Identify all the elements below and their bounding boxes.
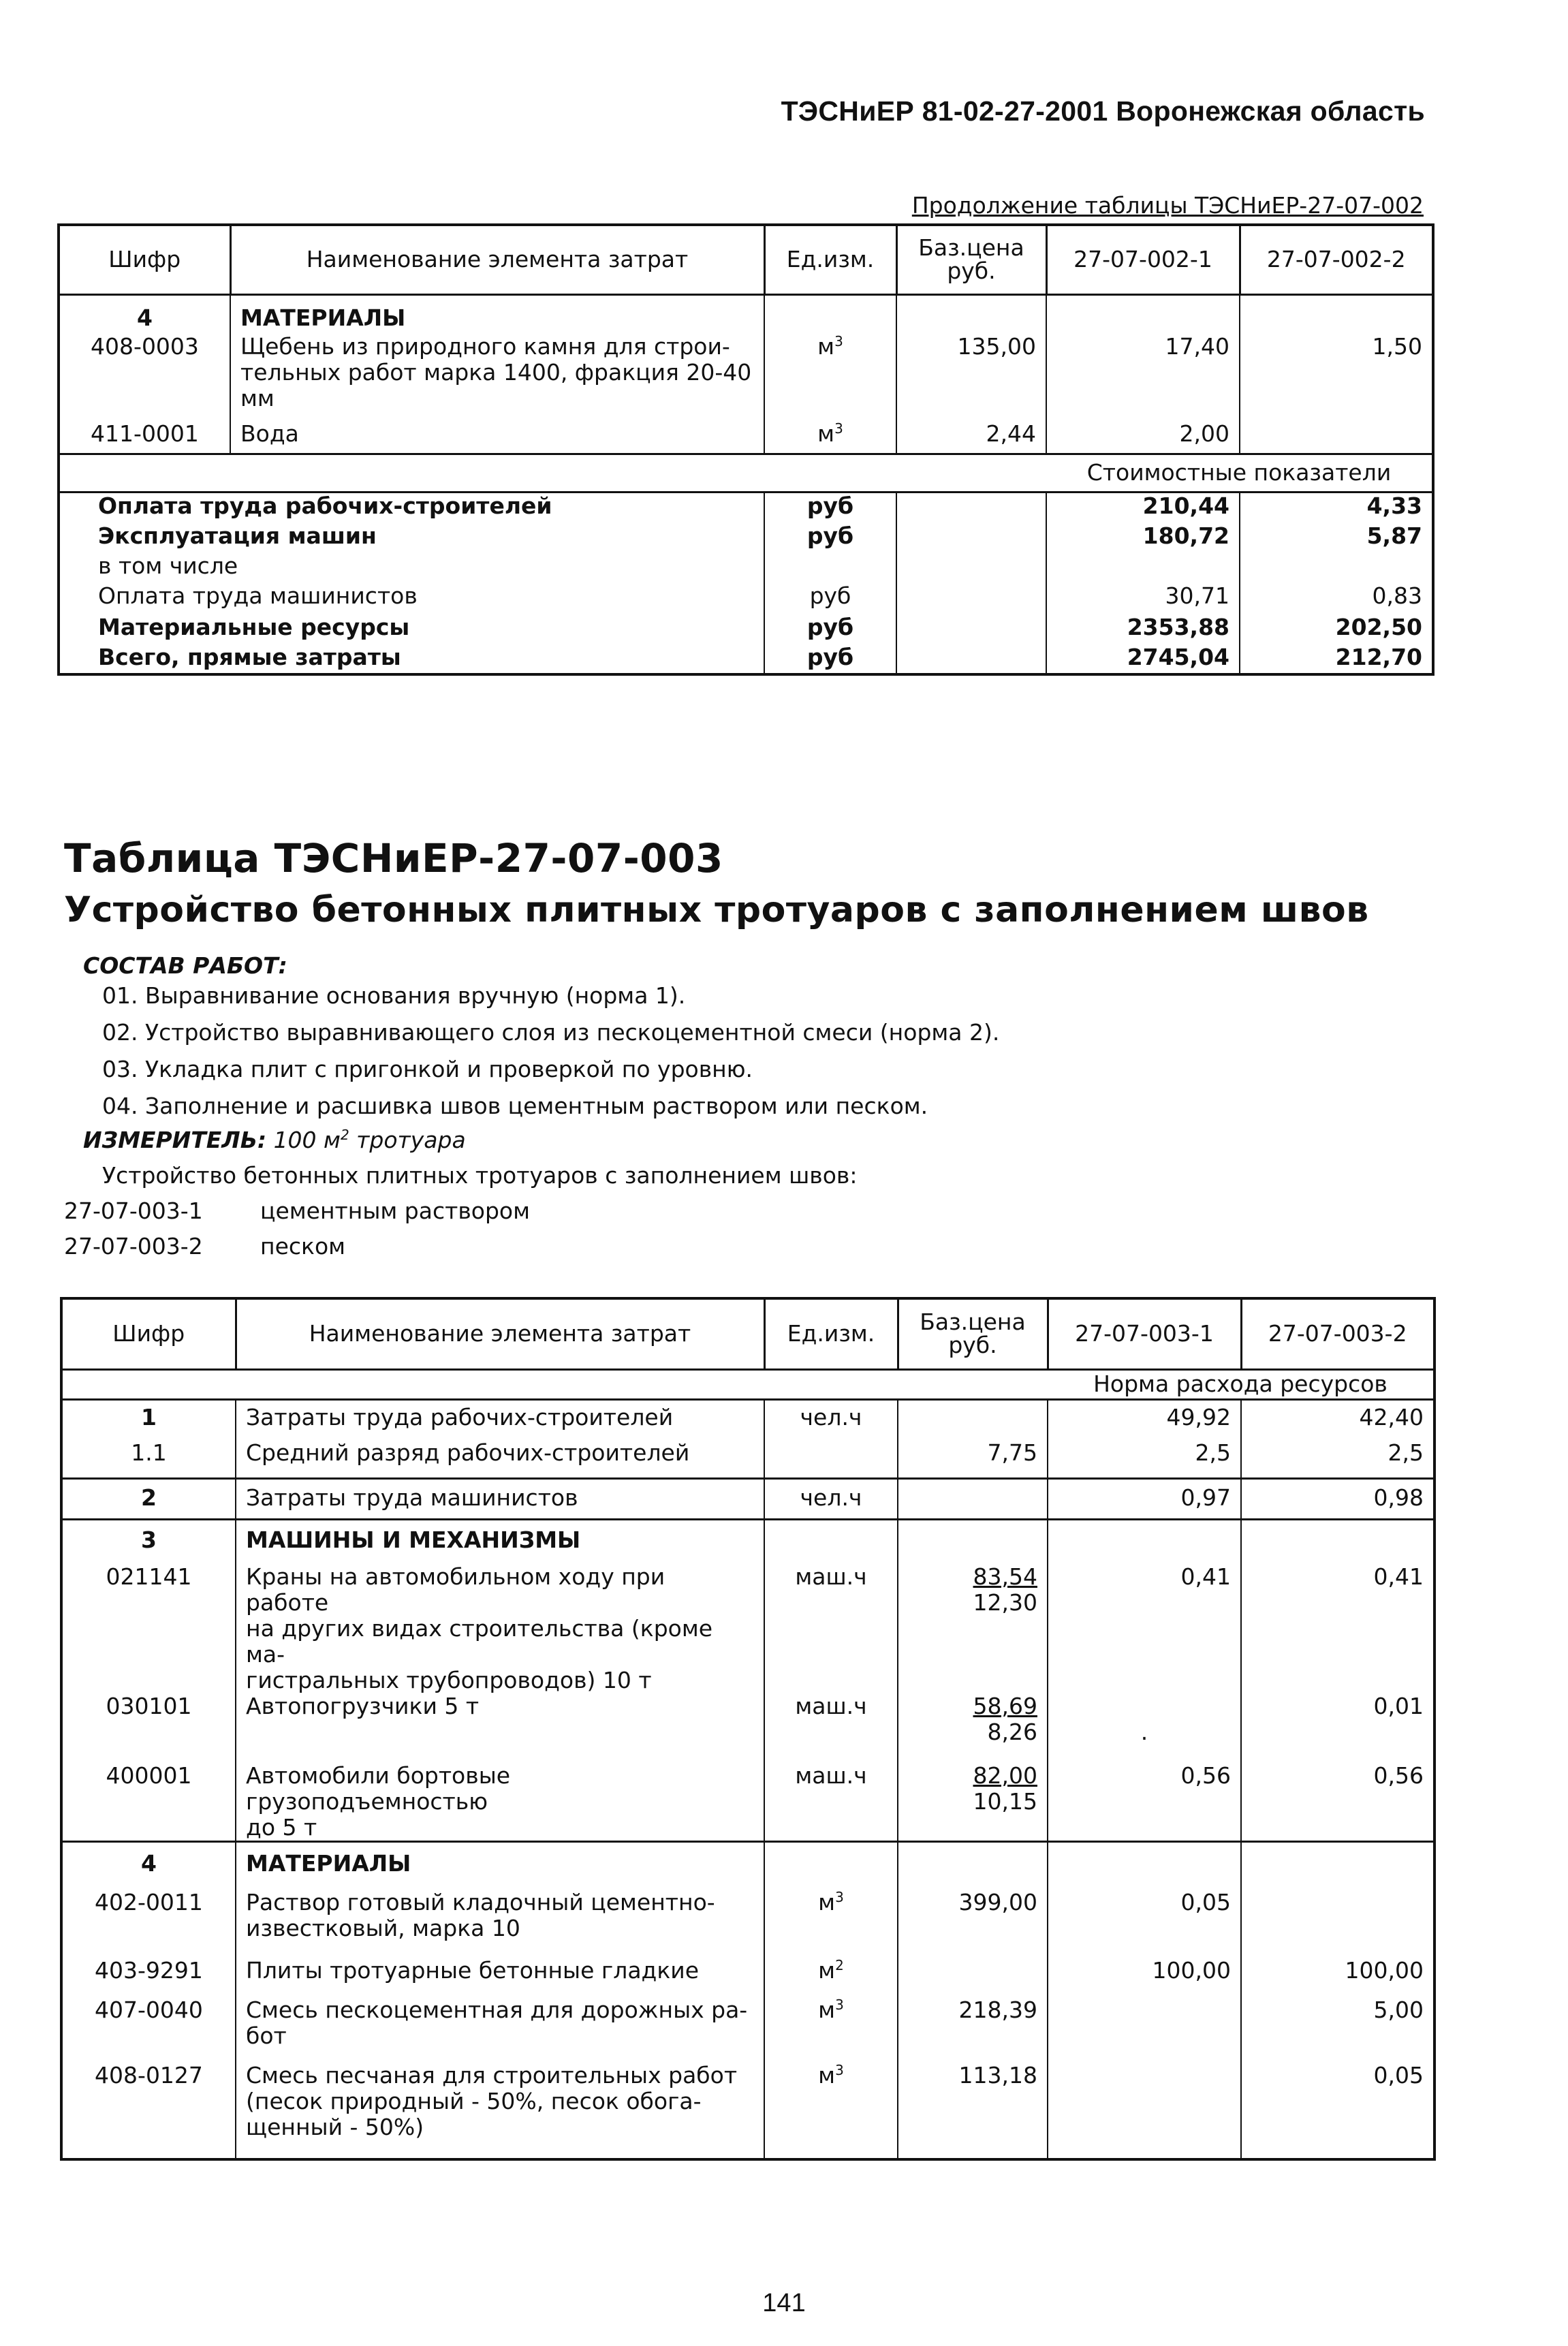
work-step: 02. Устройство выравнивающего слоя из пескоцементной смеси (норма 2).: [102, 1019, 1000, 1046]
work-step: 04. Заполнение и расшивка швов цементным раствором или песком.: [102, 1093, 928, 1119]
row-name: Смесь песчаная для строительных работ (песок природный - 50%, песок обога- щенный - 50%): [236, 2063, 764, 2159]
row-name: Автомобили бортовые грузоподъемностью до 5 т: [236, 1763, 764, 1842]
row-unit: $м^3$: [764, 421, 896, 454]
variant-text: песком: [260, 1233, 346, 1260]
resource-table-27-07-002: [57, 223, 1434, 676]
col-variant-1: 27-07-003-1: [1048, 1298, 1241, 1369]
row-unit: $м^3$: [764, 334, 896, 421]
table-continuation-caption: Продолжение таблицы ТЭСНиЕР-27-07-002: [911, 192, 1424, 219]
row-name: Раствор готовый кладочный цементно- известковый, марка 10: [236, 1890, 764, 1958]
section-row: 3 МАШИНЫ И МЕХАНИЗМЫ: [61, 1519, 1434, 1564]
summary-row: Материальные ресурсы руб 2353,88 202,50: [59, 614, 1433, 644]
cost-indicators-header: Стоимостные показатели: [59, 454, 1433, 492]
resource-table-27-07-003: [60, 1297, 1436, 2161]
table-row: 403-9291 Плиты тротуарные бетонные гладкие $м^2$ 100,00 100,00: [61, 1958, 1434, 1997]
page-number: 141: [762, 2289, 806, 2317]
row-name: Краны на автомобильном ходу при работе на других видах строительства (кроме ма- гистральных трубопроводов) 10 т: [236, 1564, 764, 1693]
table-row: 408-0127 Смесь песчаная для строительных работ (песок природный - 50%, песок обога- щенный - 50%) $м^3$ 113,18 0,05: [61, 2063, 1434, 2159]
measure-unit: ИЗМЕРИТЕЛЬ: 100 $м^2$ тротуара: [83, 1127, 466, 1153]
row-unit: $м^3$: [764, 1997, 898, 2063]
work-step: 01. Выравнивание основания вручную (норма 1).: [102, 982, 686, 1009]
col-unit: Ед.изм.: [764, 225, 896, 294]
table-row: 400001 Автомобили бортовые грузоподъемностью до 5 т маш.ч 82,00 10,15 0,56 0,56: [61, 1763, 1434, 1842]
table-row: 411-0001 Вода $м^3$ 2,44 2,00: [59, 421, 1433, 454]
row-price: 83,54 12,30: [898, 1564, 1048, 1693]
col-unit: Ед.изм.: [764, 1298, 898, 1369]
col-base-price: Баз.цена руб.: [898, 1298, 1048, 1369]
col-code: Шифр: [61, 1298, 236, 1369]
col-name: Наименование элемента затрат: [236, 1298, 764, 1369]
summary-row: Оплата труда рабочих-строителей руб 210,44 4,33: [59, 492, 1433, 523]
row-unit: $м^2$: [764, 1958, 898, 1997]
summary-row: в том числе: [59, 553, 1433, 583]
row-unit: $м^3$: [764, 2063, 898, 2159]
section-row: 4 МАТЕРИАЛЫ: [61, 1842, 1434, 1890]
table-row: 408-0003 Щебень из природного камня для строи- тельных работ марка 1400, фракция 20-40 мм $м^3$ 135,00 17,40 1,50: [59, 334, 1433, 421]
table-row: 1 Затраты труда рабочих-строителей чел.ч 49,92 42,40: [61, 1399, 1434, 1437]
row-price: 82,00 10,15: [898, 1763, 1048, 1842]
table-row: 021141 Краны на автомобильном ходу при работе на других видах строительства (кроме ма- гистральных трубопроводов) 10 т маш.ч 83,54 12,30 0,41 0,41: [61, 1564, 1434, 1693]
work-composition-label: СОСТАВ РАБОТ:: [83, 952, 287, 979]
norm-header-row: Норма расхода ресурсов: [61, 1369, 1434, 1399]
col-variant-2: 27-07-002-2: [1240, 225, 1433, 294]
row-name: Щебень из природного камня для строи- тельных работ марка 1400, фракция 20-40 мм: [230, 334, 764, 421]
table-row: 2 Затраты труда машинистов чел.ч 0,97 0,98: [61, 1478, 1434, 1519]
table-header-row: [59, 225, 1433, 294]
row-unit: $м^3$: [764, 1890, 898, 1958]
row-price: 58,69 8,26: [898, 1693, 1048, 1763]
table-header-row: [61, 1298, 1434, 1369]
section-row: 4 МАТЕРИАЛЫ: [59, 294, 1433, 334]
variant-code: 27-07-003-2: [64, 1233, 203, 1260]
summary-row: Эксплуатация машин руб 180,72 5,87: [59, 523, 1433, 553]
table-row: 407-0040 Смесь пескоцементная для дорожных ра- бот $м^3$ 218,39 5,00: [61, 1997, 1434, 2063]
variant-text: цементным раствором: [260, 1198, 530, 1224]
summary-row: Всего, прямые затраты руб 2745,04 212,70: [59, 644, 1433, 674]
summary-row: Оплата труда машинистов руб 30,71 0,83: [59, 583, 1433, 614]
running-header: ТЭСНиЕР 81-02-27-2001 Воронежская область: [781, 95, 1425, 127]
work-step: 03. Укладка плит с пригонкой и проверкой по уровню.: [102, 1056, 753, 1082]
table-subtitle: Устройство бетонных плитных тротуаров с заполнением швов: [64, 890, 1369, 930]
variant-code: 27-07-003-1: [64, 1198, 203, 1224]
table-title: Таблица ТЭСНиЕР-27-07-003: [64, 835, 723, 881]
col-base-price: Баз.цена руб.: [896, 225, 1046, 294]
table-row: 1.1 Средний разряд рабочих-строителей 7,75 2,5 2,5: [61, 1437, 1434, 1478]
variants-description: Устройство бетонных плитных тротуаров с заполнением швов:: [102, 1162, 858, 1189]
row-name: Смесь пескоцементная для дорожных ра- бот: [236, 1997, 764, 2063]
col-name: Наименование элемента затрат: [230, 225, 764, 294]
col-variant-2: 27-07-003-2: [1241, 1298, 1434, 1369]
col-variant-1: 27-07-002-1: [1046, 225, 1240, 294]
col-code: Шифр: [59, 225, 230, 294]
table-row: 402-0011 Раствор готовый кладочный цементно- известковый, марка 10 $м^3$ 399,00 0,05: [61, 1890, 1434, 1958]
table-row: 030101 Автопогрузчики 5 т маш.ч 58,69 8,26 . 0,01: [61, 1693, 1434, 1763]
